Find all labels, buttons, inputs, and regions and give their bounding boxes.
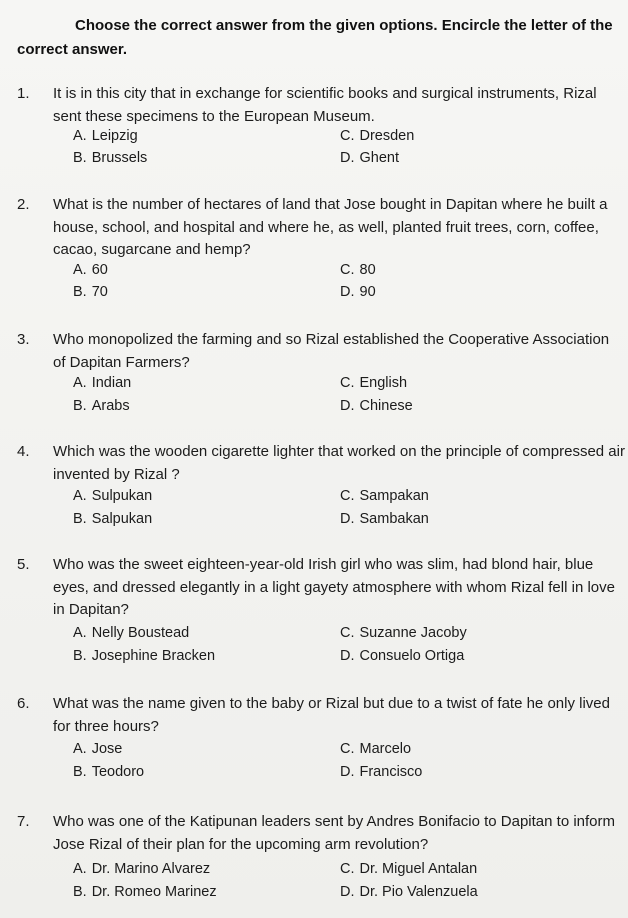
choice-c[interactable]: [340, 738, 411, 760]
choice-letter: A.: [73, 625, 87, 641]
choice-letter: A.: [73, 262, 87, 278]
choice-text: Consuelo Ortiga: [359, 648, 465, 664]
choice-letter: B.: [73, 150, 87, 166]
choice-a[interactable]: [73, 259, 108, 281]
choice-c[interactable]: [340, 485, 429, 507]
choice-b[interactable]: [73, 395, 130, 417]
choice-text: Chinese: [359, 398, 413, 414]
question-text: What is the number of hectares of land that Jose bought in Dapitan where he built a house, school, and hospital and where he, as well, planted fruit trees, corn, coffee, cacao, sugarcane and hemp?: [53, 196, 608, 258]
choice-text: Salpukan: [91, 511, 153, 527]
choice-letter: A.: [73, 488, 87, 504]
choice-text: Sampakan: [359, 488, 429, 504]
question-text: What was the name given to the baby or Rizal but due to a twist of fate he only lived for three hours?: [53, 695, 610, 735]
choice-d[interactable]: [340, 395, 413, 417]
choice-letter: D.: [340, 284, 355, 300]
choice-letter: B.: [73, 284, 87, 300]
choice-c[interactable]: [340, 858, 477, 880]
question-number: 4.: [17, 443, 30, 460]
choice-a[interactable]: [73, 858, 210, 880]
choice-a[interactable]: [73, 622, 189, 644]
choice-text: Arabs: [91, 398, 130, 414]
choice-text: Dr. Pio Valenzuela: [359, 884, 478, 900]
question-text: Who monopolized the farming and so Rizal established the Cooperative Association of Dapitan Farmers?: [53, 331, 610, 371]
choice-letter: B.: [73, 398, 87, 414]
choice-c[interactable]: [340, 259, 376, 281]
choice-b[interactable]: [73, 508, 152, 530]
choice-letter: B.: [73, 511, 87, 527]
choice-b[interactable]: [73, 881, 217, 903]
choice-letter: D.: [340, 150, 355, 166]
choice-letter: A.: [73, 741, 87, 757]
choice-text: Dresden: [359, 128, 415, 144]
choice-letter: A.: [73, 375, 87, 391]
choice-text: Nelly Boustead: [91, 625, 190, 641]
choice-a[interactable]: [73, 485, 152, 507]
instructions: Choose the correct answer from the given options. Encircle the letter of the correct answer.: [17, 17, 613, 58]
choice-d[interactable]: [340, 508, 429, 530]
choice-c[interactable]: [340, 372, 407, 394]
question-text: It is in this city that in exchange for scientific books and surgical instruments, Rizal sent these specimens to the European Museum.: [53, 85, 597, 125]
choice-letter: B.: [73, 764, 87, 780]
choice-b[interactable]: [73, 147, 147, 169]
question-number: 1.: [17, 85, 30, 102]
choice-text: Sulpukan: [91, 488, 153, 504]
choice-d[interactable]: [340, 645, 464, 667]
choice-text: Sambakan: [359, 511, 429, 527]
choice-text: Brussels: [91, 150, 148, 166]
question-text: Who was one of the Katipunan leaders sent by Andres Bonifacio to Dapitan to inform Jose Rizal of their plan for the upcoming arm revolution?: [53, 813, 616, 853]
question-text: Who was the sweet eighteen-year-old Irish girl who was slim, had blond hair, blue eyes, and dressed elegantly in a light gayety atmosphere with whom Rizal fell in love in Dapitan?: [53, 556, 615, 618]
choice-letter: D.: [340, 511, 355, 527]
choice-letter: B.: [73, 884, 87, 900]
choice-text: Dr. Marino Alvarez: [91, 861, 211, 877]
question-number: 2.: [17, 196, 30, 213]
choice-text: Josephine Bracken: [91, 648, 216, 664]
choice-d[interactable]: [340, 281, 376, 303]
question-number: 3.: [17, 331, 30, 348]
choice-letter: C.: [340, 741, 355, 757]
choice-text: Marcelo: [359, 741, 412, 757]
choice-letter: C.: [340, 375, 355, 391]
choice-d[interactable]: [340, 881, 478, 903]
choice-text: Dr. Miguel Antalan: [359, 861, 478, 877]
choice-text: 60: [91, 262, 108, 278]
choice-a[interactable]: [73, 372, 131, 394]
choice-text: Francisco: [359, 764, 423, 780]
question-text: Which was the wooden cigarette lighter that worked on the principle of compressed air invented by Rizal ?: [53, 443, 625, 483]
choice-letter: D.: [340, 884, 355, 900]
choice-a[interactable]: [73, 738, 122, 760]
question-number: 6.: [17, 695, 30, 712]
choice-letter: D.: [340, 648, 355, 664]
choice-text: Suzanne Jacoby: [359, 625, 467, 641]
choice-letter: D.: [340, 398, 355, 414]
choice-text: Teodoro: [91, 764, 145, 780]
choice-text: Indian: [91, 375, 132, 391]
choice-text: English: [359, 375, 408, 391]
choice-text: 80: [359, 262, 376, 278]
choice-letter: B.: [73, 648, 87, 664]
choice-text: Dr. Romeo Marinez: [91, 884, 217, 900]
choice-letter: A.: [73, 861, 87, 877]
choice-c[interactable]: [340, 125, 414, 147]
choice-letter: C.: [340, 128, 355, 144]
choice-b[interactable]: [73, 281, 108, 303]
choice-c[interactable]: [340, 622, 467, 644]
choice-letter: D.: [340, 764, 355, 780]
choice-text: 90: [359, 284, 376, 300]
choice-text: Leipzig: [91, 128, 138, 144]
choice-letter: C.: [340, 625, 355, 641]
choice-a[interactable]: [73, 125, 138, 147]
question-number: 7.: [17, 813, 30, 830]
choice-b[interactable]: [73, 645, 215, 667]
choice-b[interactable]: [73, 761, 144, 783]
choice-letter: C.: [340, 262, 355, 278]
choice-letter: C.: [340, 488, 355, 504]
choice-text: Ghent: [359, 150, 399, 166]
choice-d[interactable]: [340, 147, 399, 169]
choice-text: Jose: [91, 741, 123, 757]
choice-letter: C.: [340, 861, 355, 877]
choice-text: 70: [91, 284, 108, 300]
question-number: 5.: [17, 556, 30, 573]
choice-d[interactable]: [340, 761, 422, 783]
choice-letter: A.: [73, 128, 87, 144]
